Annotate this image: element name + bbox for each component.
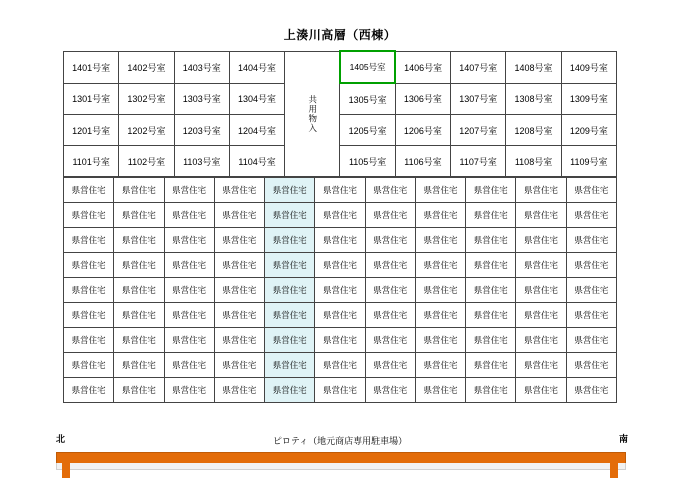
residence-cell[interactable]: 県営住宅 [566,178,616,203]
residence-cell[interactable]: 県営住宅 [114,278,164,303]
residence-cell[interactable]: 県営住宅 [415,303,465,328]
residence-cell[interactable]: 県営住宅 [365,178,415,203]
unit-cell[interactable]: 1105号室 [340,146,395,177]
unit-cell[interactable]: 1101号室 [64,146,119,177]
residence-cell[interactable]: 県営住宅 [365,278,415,303]
table-row [64,328,617,353]
residence-cell[interactable]: 県営住宅 [516,353,566,378]
unit-cell[interactable]: 1202号室 [119,115,174,146]
table-row [64,115,617,146]
residence-floors-table [63,177,617,403]
residence-cell[interactable]: 県営住宅 [466,353,516,378]
unit-cell[interactable]: 1102号室 [119,146,174,177]
residence-cell[interactable]: 県営住宅 [516,178,566,203]
unit-cell[interactable]: 1108号室 [506,146,561,177]
building-base-shadow [56,463,626,470]
unit-cell[interactable]: 1303号室 [174,83,229,115]
residence-cell[interactable]: 県営住宅 [214,328,264,353]
residence-cell[interactable]: 県営住宅 [315,278,365,303]
residence-cell[interactable]: 県営住宅 [415,378,465,403]
residence-cell[interactable]: 県営住宅 [365,203,415,228]
residence-cell[interactable]: 県営住宅 [566,203,616,228]
residence-cell[interactable]: 県営住宅 [415,253,465,278]
upper-floors-table [63,50,617,177]
shared-storage-cell [285,51,340,177]
residence-cell[interactable]: 県営住宅 [415,178,465,203]
compass-north-label: 北 [56,434,66,444]
unit-cell[interactable]: 1201号室 [64,115,119,146]
residence-cell[interactable]: 県営住宅 [114,253,164,278]
residence-cell[interactable]: 県営住宅 [566,328,616,353]
residence-cell[interactable]: 県営住宅 [365,303,415,328]
unit-cell[interactable]: 1301号室 [64,83,119,115]
residence-cell[interactable]: 県営住宅 [516,278,566,303]
unit-cell[interactable]: 1203号室 [174,115,229,146]
unit-cell-highlighted[interactable]: 1405号室 [340,51,395,83]
residence-cell[interactable]: 県営住宅 [466,253,516,278]
residence-cell[interactable]: 県営住宅 [64,378,114,403]
residence-cell[interactable]: 県営住宅 [265,353,315,378]
residence-cell[interactable]: 県営住宅 [466,228,516,253]
residence-cell[interactable]: 県営住宅 [365,378,415,403]
residence-cell[interactable]: 県営住宅 [164,278,214,303]
residence-cell[interactable]: 県営住宅 [64,228,114,253]
unit-cell[interactable]: 1407号室 [451,51,506,83]
residence-cell[interactable]: 県営住宅 [516,253,566,278]
residence-cell[interactable]: 県営住宅 [415,278,465,303]
unit-cell[interactable]: 1103号室 [174,146,229,177]
residence-cell[interactable]: 県営住宅 [265,253,315,278]
residence-cell[interactable]: 県営住宅 [214,278,264,303]
unit-cell[interactable]: 1207号室 [451,115,506,146]
unit-cell[interactable]: 1306号室 [395,83,450,115]
residence-cell[interactable]: 県営住宅 [365,353,415,378]
residence-cell[interactable]: 県営住宅 [265,228,315,253]
residence-cell[interactable]: 県営住宅 [566,303,616,328]
table-row [64,228,617,253]
residence-cell[interactable]: 県営住宅 [64,178,114,203]
building-base-leg-right [610,463,618,478]
residence-cell[interactable]: 県営住宅 [415,328,465,353]
residence-cell[interactable]: 県営住宅 [315,228,365,253]
table-row [64,378,617,403]
residence-cell[interactable]: 県営住宅 [415,353,465,378]
residence-cell[interactable]: 県営住宅 [516,203,566,228]
residence-cell[interactable]: 県営住宅 [164,303,214,328]
residence-cell[interactable]: 県営住宅 [315,253,365,278]
piloti-label: ピロティ（地元商店専用駐車場） [272,436,408,446]
residence-cell[interactable]: 県営住宅 [164,328,214,353]
residence-cell[interactable]: 県営住宅 [64,278,114,303]
residence-cell[interactable]: 県営住宅 [214,303,264,328]
residence-cell[interactable]: 県営住宅 [64,253,114,278]
residence-cell[interactable]: 県営住宅 [114,353,164,378]
unit-cell[interactable]: 1205号室 [340,115,395,146]
residence-cell[interactable]: 県営住宅 [566,278,616,303]
page-title: 上湊川高層（西棟） [283,28,397,42]
shared-storage-label: 共用物入 [307,94,318,133]
residence-cell[interactable]: 県営住宅 [64,353,114,378]
residence-cell[interactable]: 県営住宅 [164,228,214,253]
residence-cell[interactable]: 県営住宅 [64,203,114,228]
residence-cell[interactable]: 県営住宅 [566,228,616,253]
residence-cell[interactable]: 県営住宅 [164,253,214,278]
residence-cell[interactable]: 県営住宅 [466,303,516,328]
residence-cell[interactable]: 県営住宅 [466,278,516,303]
unit-cell[interactable]: 1307号室 [451,83,506,115]
table-row [64,83,617,115]
residence-cell[interactable]: 県営住宅 [466,178,516,203]
residence-cell[interactable]: 県営住宅 [566,253,616,278]
unit-cell[interactable]: 1208号室 [506,115,561,146]
table-row [64,253,617,278]
residence-cell[interactable]: 県営住宅 [466,203,516,228]
unit-cell[interactable]: 1209号室 [561,115,616,146]
unit-cell[interactable]: 1204号室 [229,115,284,146]
unit-cell[interactable]: 1107号室 [451,146,506,177]
residence-cell[interactable]: 県営住宅 [516,303,566,328]
residence-cell[interactable]: 県営住宅 [566,378,616,403]
unit-cell[interactable]: 1406号室 [395,51,450,83]
table-row [64,278,617,303]
unit-cell[interactable]: 1403号室 [174,51,229,83]
unit-cell[interactable]: 1308号室 [506,83,561,115]
unit-cell[interactable]: 1409号室 [561,51,616,83]
residence-cell[interactable]: 県営住宅 [315,203,365,228]
unit-cell[interactable]: 1109号室 [561,146,616,177]
residence-cell[interactable]: 県営住宅 [114,378,164,403]
residence-cell[interactable]: 県営住宅 [164,353,214,378]
residence-cell[interactable]: 県営住宅 [315,178,365,203]
residence-cell[interactable]: 県営住宅 [214,203,264,228]
table-row [64,51,617,83]
unit-cell[interactable]: 1104号室 [229,146,284,177]
table-row [64,303,617,328]
residence-cell[interactable]: 県営住宅 [265,278,315,303]
unit-cell[interactable]: 1402号室 [119,51,174,83]
unit-cell[interactable]: 1309号室 [561,83,616,115]
footer-labels [0,432,680,450]
residence-cell[interactable]: 県営住宅 [516,328,566,353]
residence-cell[interactable]: 県営住宅 [315,303,365,328]
residence-cell[interactable]: 県営住宅 [114,203,164,228]
unit-cell[interactable]: 1304号室 [229,83,284,115]
residence-cell[interactable]: 県営住宅 [164,378,214,403]
residence-cell[interactable]: 県営住宅 [415,228,465,253]
residence-cell[interactable]: 県営住宅 [64,328,114,353]
unit-cell[interactable]: 1404号室 [229,51,284,83]
table-row [64,146,617,177]
residence-cell[interactable]: 県営住宅 [315,378,365,403]
table-row [64,178,617,203]
residence-cell[interactable]: 県営住宅 [315,353,365,378]
unit-cell[interactable]: 1408号室 [506,51,561,83]
table-row [64,353,617,378]
residence-cell[interactable]: 県営住宅 [265,178,315,203]
residence-cell[interactable]: 県営住宅 [64,303,114,328]
residence-cell[interactable]: 県営住宅 [214,178,264,203]
unit-cell[interactable]: 1401号室 [64,51,119,83]
residence-cell[interactable]: 県営住宅 [365,253,415,278]
table-row [64,203,617,228]
residence-cell[interactable]: 県営住宅 [315,328,365,353]
residence-cell[interactable]: 県営住宅 [365,328,415,353]
unit-cell[interactable]: 1302号室 [119,83,174,115]
residence-cell[interactable]: 県営住宅 [114,328,164,353]
building-base-leg-left [62,463,70,478]
residence-cell[interactable]: 県営住宅 [114,178,164,203]
residence-cell[interactable]: 県営住宅 [265,303,315,328]
residence-cell[interactable]: 県営住宅 [164,178,214,203]
residence-cell[interactable]: 県営住宅 [265,203,315,228]
residence-cell[interactable]: 県営住宅 [214,378,264,403]
compass-south-label: 南 [618,434,628,444]
residence-cell[interactable]: 県営住宅 [466,328,516,353]
residence-cell[interactable]: 県営住宅 [164,203,214,228]
unit-cell[interactable]: 1206号室 [395,115,450,146]
residence-cell[interactable]: 県営住宅 [265,328,315,353]
unit-cell[interactable]: 1305号室 [340,83,395,115]
unit-cell[interactable]: 1106号室 [395,146,450,177]
residence-cell[interactable]: 県営住宅 [214,228,264,253]
residence-cell[interactable]: 県営住宅 [214,353,264,378]
residence-cell[interactable]: 県営住宅 [516,228,566,253]
residence-cell[interactable]: 県営住宅 [214,253,264,278]
residence-cell[interactable]: 県営住宅 [114,228,164,253]
residence-cell[interactable]: 県営住宅 [466,378,516,403]
building-diagram [63,50,617,403]
residence-cell[interactable]: 県営住宅 [114,303,164,328]
residence-cell[interactable]: 県営住宅 [516,378,566,403]
residence-cell[interactable]: 県営住宅 [415,203,465,228]
residence-cell[interactable]: 県営住宅 [265,378,315,403]
residence-cell[interactable]: 県営住宅 [365,228,415,253]
residence-cell[interactable]: 県営住宅 [566,353,616,378]
